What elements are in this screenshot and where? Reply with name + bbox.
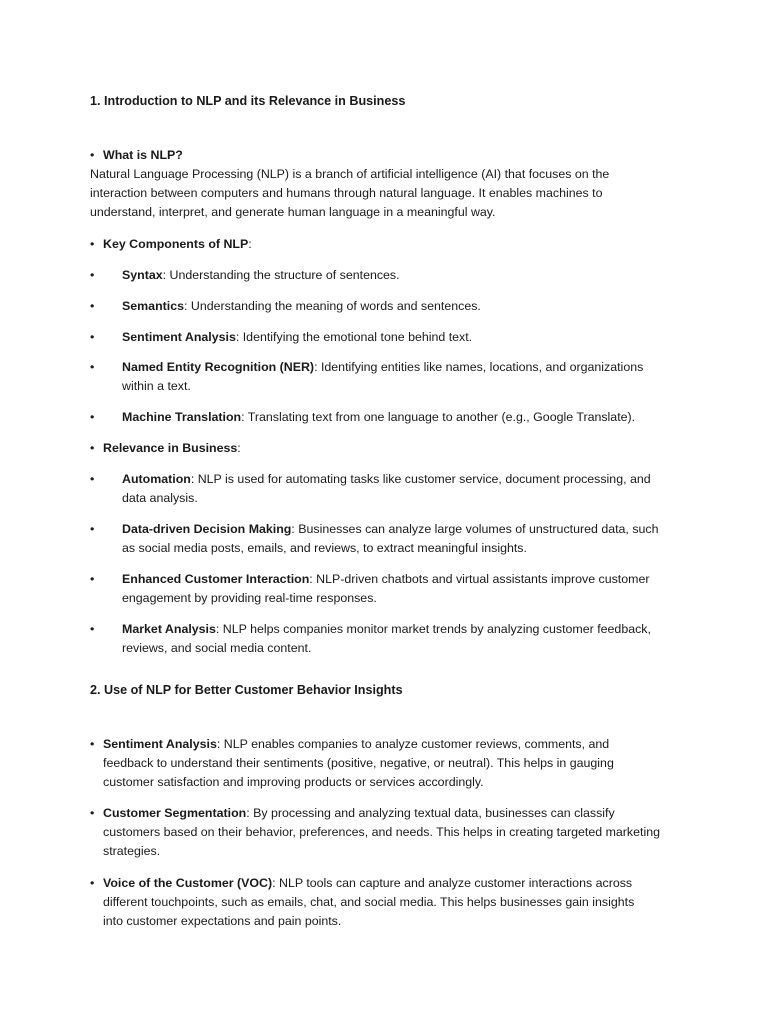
bullet-marker [90,874,94,893]
bullet-marker [90,620,94,639]
section-2-heading: 2. Use of NLP for Better Customer Behavior Insights [90,683,403,697]
list-item: Automation: NLP is used for automating tasks like customer service, document processing, and [122,472,651,486]
list-item: Enhanced Customer Interaction: NLP-driven chatbots and virtual assistants improve customer [122,572,650,586]
list-item: Machine Translation: Translating text from one language to another (e.g., Google Translate). [122,410,636,424]
list-item-continuation: as social media posts, emails, and reviews, to extract meaningful insights. [122,541,527,555]
list-item: Market Analysis: NLP helps companies monitor market trends by analyzing customer feedback, [122,622,651,636]
list-item: Sentiment Analysis: NLP enables companies to analyze customer reviews, comments, and [103,737,610,751]
list-item-continuation: into customer expectations and pain points. [103,914,342,928]
list-item-continuation: feedback to understand their sentiments (positive, negative, or neutral). This helps in gauging [103,756,614,770]
list-item-continuation: data analysis. [122,491,198,505]
bullet-marker [90,358,94,377]
what-is-nlp-label: What is NLP? [103,148,183,162]
list-item: Voice of the Customer (VOC): NLP tools can capture and analyze customer interactions across [103,876,633,890]
list-item: Sentiment Analysis: Identifying the emotional tone behind text. [122,330,473,344]
list-item: Semantics: Understanding the meaning of words and sentences. [122,299,481,313]
list-item-continuation: strategies. [103,844,161,858]
list-item-continuation: customers based on their behavior, preferences, and needs. This helps in creating targeted marketing [103,825,660,839]
list-item-continuation: within a text. [122,379,191,393]
bullet-marker [90,408,94,427]
what-is-nlp-line-1: Natural Language Processing (NLP) is a branch of artificial intelligence (AI) that focuses on the [90,167,610,181]
list-item-continuation: reviews, and social media content. [122,641,312,655]
bullet-marker [90,235,94,254]
bullet-marker [90,470,94,489]
bullet-marker [90,735,94,754]
bullet-marker [90,520,94,539]
bullet-marker [90,804,94,823]
bullet-marker [90,570,94,589]
list-item-continuation: different touchpoints, such as emails, chat, and social media. This helps businesses gain insights [103,895,635,909]
key-components-label: Key Components of NLP: [103,237,252,251]
relevance-label: Relevance in Business: [103,441,241,455]
list-item: Customer Segmentation: By processing and analyzing textual data, businesses can classify [103,806,615,820]
list-item-continuation: engagement by providing real-time responses. [122,591,377,605]
bullet-marker [90,328,94,347]
what-is-nlp-line-2: interaction between computers and humans through natural language. It enables machines to [90,186,603,200]
list-item: Syntax: Understanding the structure of sentences. [122,268,400,282]
bullet-marker [90,439,94,458]
list-item-continuation: customer satisfaction and improving products or services accordingly. [103,775,484,789]
bullet-marker [90,266,94,285]
bullet-marker [90,297,94,316]
list-item: Data-driven Decision Making: Businesses can analyze large volumes of unstructured data, such [122,522,659,536]
section-1-heading: 1. Introduction to NLP and its Relevance in Business [90,94,406,108]
list-item: Named Entity Recognition (NER): Identifying entities like names, locations, and organizations [122,360,644,374]
what-is-nlp-line-3: understand, interpret, and generate human language in a meaningful way. [90,205,496,219]
bullet-marker [90,146,94,165]
